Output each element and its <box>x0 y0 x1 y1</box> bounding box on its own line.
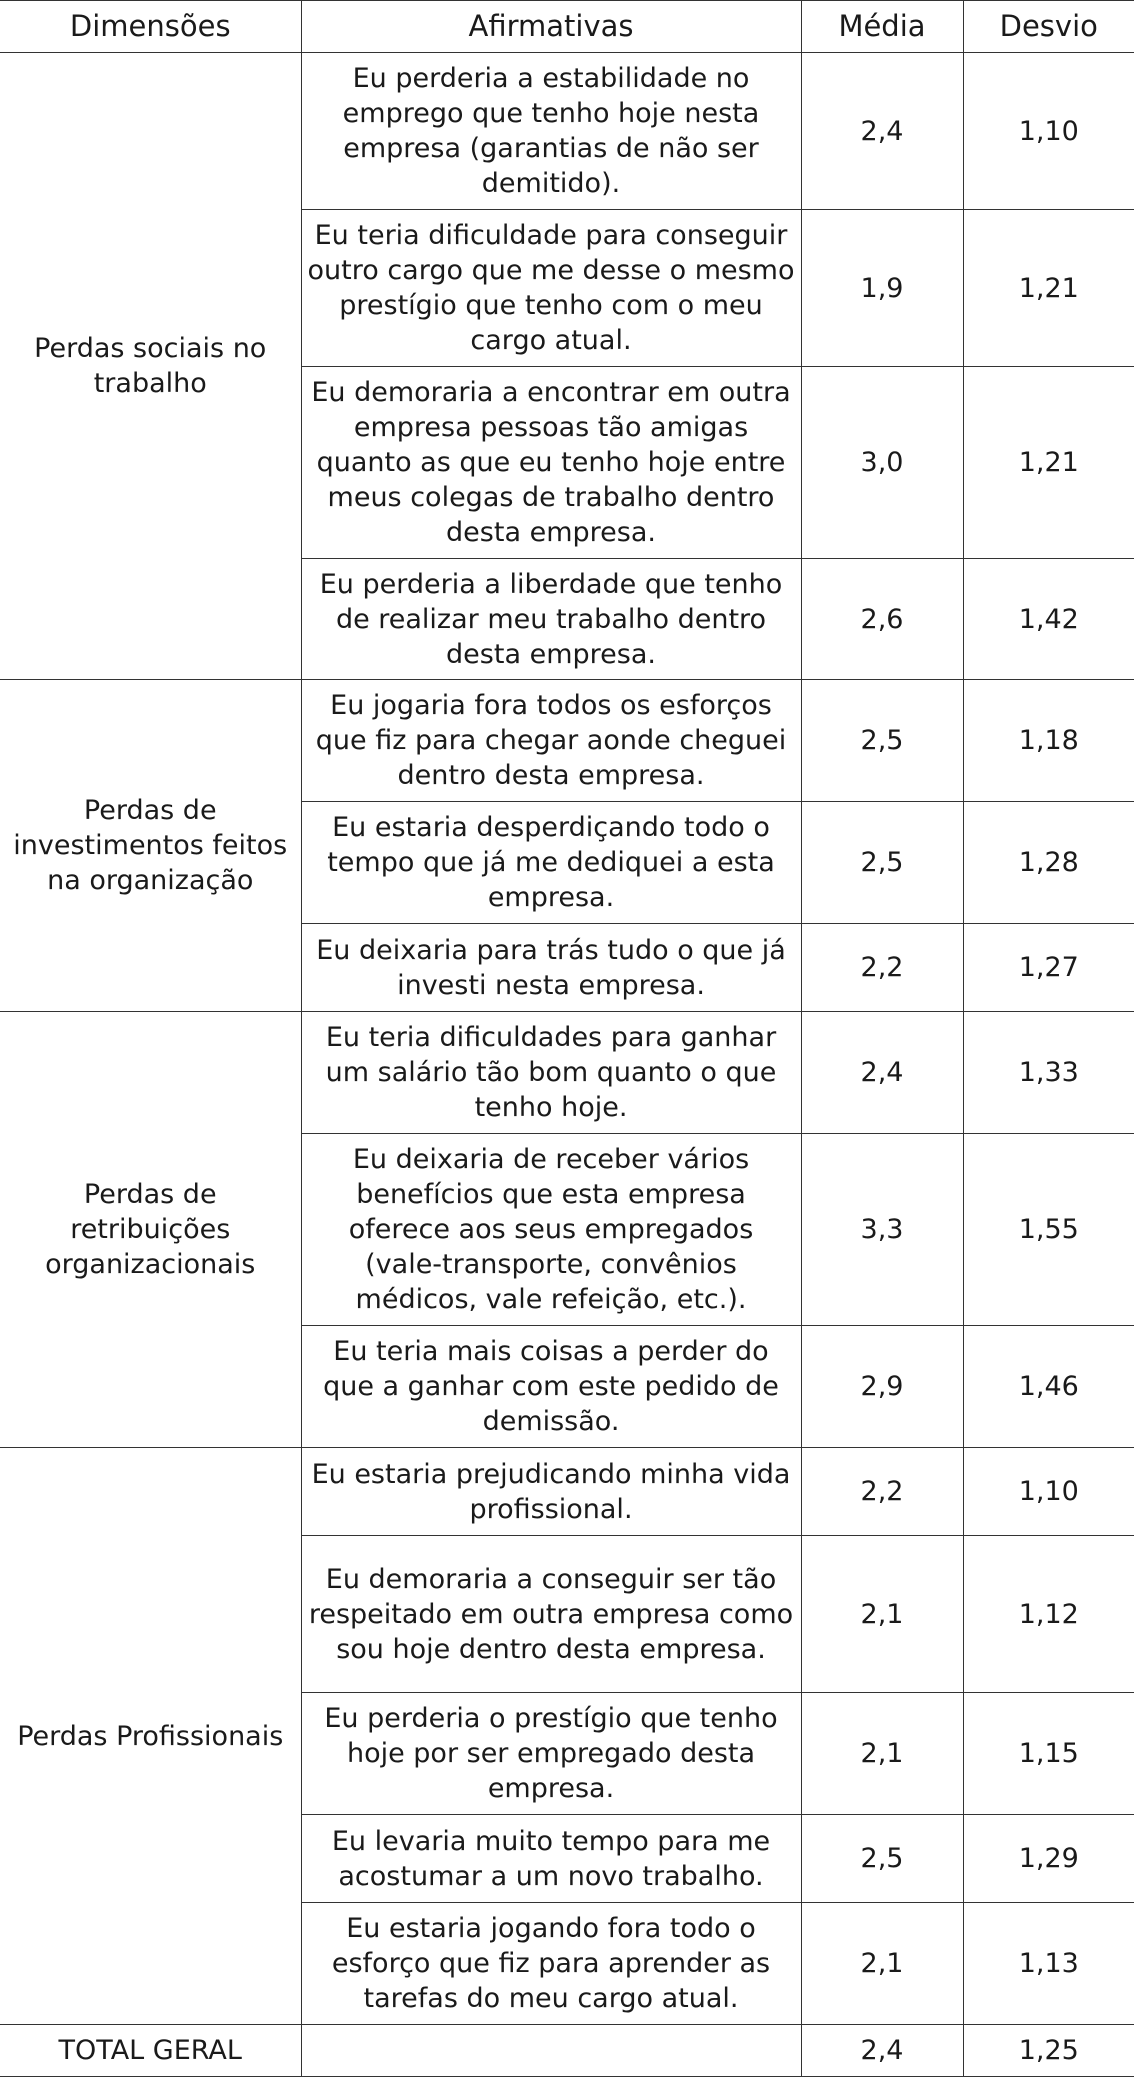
dimension-cell: Perdas sociais no trabalho <box>0 53 301 680</box>
deviation-cell: 1,10 <box>963 1448 1134 1536</box>
statement-cell: Eu teria mais coisas a perder do que a ganhar com este pedido de demissão. <box>301 1326 801 1448</box>
total-label: TOTAL GERAL <box>0 2025 301 2077</box>
mean-cell: 2,5 <box>801 1815 963 1903</box>
deviation-cell: 1,10 <box>963 53 1134 210</box>
deviation-cell: 1,21 <box>963 367 1134 559</box>
mean-cell: 2,5 <box>801 802 963 924</box>
table-row <box>0 680 1134 802</box>
header-dimension: Dimensões <box>0 1 301 53</box>
mean-cell: 2,5 <box>801 680 963 802</box>
deviation-cell: 1,42 <box>963 559 1134 680</box>
mean-cell: 2,2 <box>801 924 963 1012</box>
mean-cell: 2,1 <box>801 1536 963 1693</box>
dimension-cell: Perdas Profissionais <box>0 1448 301 2025</box>
table-row <box>0 1012 1134 1134</box>
deviation-cell: 1,15 <box>963 1693 1134 1815</box>
total-deviation: 1,25 <box>963 2025 1134 2077</box>
mean-cell: 2,1 <box>801 1903 963 2025</box>
statement-cell: Eu deixaria de receber vários benefícios que esta empresa oferece aos seus empregados (vale-transporte, convênios médicos, vale refeição, etc.). <box>301 1134 801 1326</box>
statement-cell: Eu jogaria fora todos os esforços que fiz para chegar aonde cheguei dentro desta empresa. <box>301 680 801 802</box>
statement-cell: Eu teria dificuldades para ganhar um salário tão bom quanto o que tenho hoje. <box>301 1012 801 1134</box>
deviation-cell: 1,27 <box>963 924 1134 1012</box>
deviation-cell: 1,18 <box>963 680 1134 802</box>
statement-cell: Eu estaria jogando fora todo o esforço que fiz para aprender as tarefas do meu cargo atual. <box>301 1903 801 2025</box>
mean-cell: 2,1 <box>801 1693 963 1815</box>
mean-cell: 3,0 <box>801 367 963 559</box>
statement-cell: Eu levaria muito tempo para me acostumar a um novo trabalho. <box>301 1815 801 1903</box>
mean-cell: 1,9 <box>801 210 963 367</box>
dimension-cell: Perdas de investimentos feitos na organização <box>0 680 301 1012</box>
statement-cell: Eu perderia a liberdade que tenho de realizar meu trabalho dentro desta empresa. <box>301 559 801 680</box>
deviation-cell: 1,29 <box>963 1815 1134 1903</box>
statement-cell: Eu estaria desperdiçando todo o tempo que já me dediquei a esta empresa. <box>301 802 801 924</box>
mean-cell: 2,6 <box>801 559 963 680</box>
header-deviation: Desvio <box>963 1 1134 53</box>
deviation-cell: 1,12 <box>963 1536 1134 1693</box>
statement-cell: Eu perderia o prestígio que tenho hoje por ser empregado desta empresa. <box>301 1693 801 1815</box>
header-mean: Média <box>801 1 963 53</box>
mean-cell: 3,3 <box>801 1134 963 1326</box>
table-row <box>0 53 1134 210</box>
total-mean: 2,4 <box>801 2025 963 2077</box>
mean-cell: 2,9 <box>801 1326 963 1448</box>
table-row <box>0 1448 1134 1536</box>
statement-cell: Eu teria dificuldade para conseguir outro cargo que me desse o mesmo prestígio que tenho com o meu cargo atual. <box>301 210 801 367</box>
deviation-cell: 1,28 <box>963 802 1134 924</box>
total-statement-empty <box>301 2025 801 2077</box>
deviation-cell: 1,55 <box>963 1134 1134 1326</box>
mean-cell: 2,4 <box>801 1012 963 1134</box>
deviation-cell: 1,46 <box>963 1326 1134 1448</box>
dimension-cell: Perdas de retribuições organizacionais <box>0 1012 301 1448</box>
header-statement: Afirmativas <box>301 1 801 53</box>
statement-cell: Eu demoraria a encontrar em outra empresa pessoas tão amigas quanto as que eu tenho hoje entre meus colegas de trabalho dentro desta empresa. <box>301 367 801 559</box>
deviation-cell: 1,33 <box>963 1012 1134 1134</box>
mean-cell: 2,4 <box>801 53 963 210</box>
statement-cell: Eu demoraria a conseguir ser tão respeitado em outra empresa como sou hoje dentro desta empresa. <box>301 1536 801 1693</box>
total-row <box>0 2025 1134 2077</box>
statement-cell: Eu deixaria para trás tudo o que já investi nesta empresa. <box>301 924 801 1012</box>
statement-cell: Eu estaria prejudicando minha vida profissional. <box>301 1448 801 1536</box>
statement-cell: Eu perderia a estabilidade no emprego que tenho hoje nesta empresa (garantias de não ser demitido). <box>301 53 801 210</box>
deviation-cell: 1,21 <box>963 210 1134 367</box>
deviation-cell: 1,13 <box>963 1903 1134 2025</box>
mean-cell: 2,2 <box>801 1448 963 1536</box>
header-row <box>0 1 1134 53</box>
